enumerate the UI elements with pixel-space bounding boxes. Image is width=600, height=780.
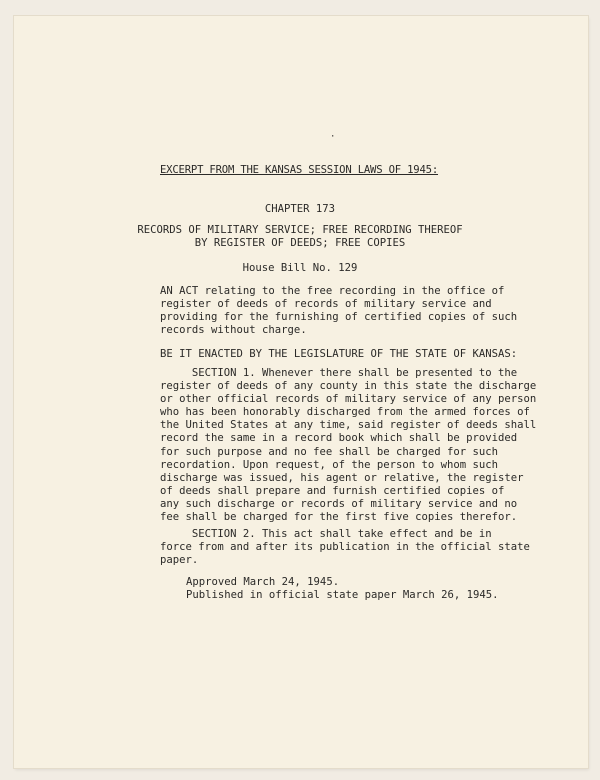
stray-mark: · [330,132,336,142]
approval-block [186,576,499,602]
bill-number: House Bill No. 129 [242,262,358,274]
approved-date: Approved March 24, 1945. [186,576,340,588]
section-1-text: SECTION 1. Whenever there shall be presented to the register of deeds of any county in this state the discharge or other official records of military service of any person who has been honorably discharged from the armed forces of the United States at any time, said register of deeds shall record the same in a record book which shall be provided for such purpose and no fee shall be charged for such recordation. Upon request, of the person to whom such discharge was issued, his agent or relative, the register of deeds shall prepare and furnish certified copies of any such discharge or records of military service and no fee shall be charged for the first five copies therefor. [160,367,537,524]
published-date: Published in official state paper March 26, 1945. [186,589,499,601]
chapter-subtitle-line2: BY REGISTER OF DEEDS; FREE COPIES [194,237,406,249]
act-description: AN ACT relating to the free recording in the office of register of deeds of records of military service and providing for the furnishing of certified copies of such records without charge. [160,285,518,337]
chapter-subtitle-line1: RECORDS OF MILITARY SERVICE; FREE RECORDING THEREOF [137,224,463,236]
chapter-title: CHAPTER 173 [264,203,336,215]
enacting-clause: BE IT ENACTED BY THE LEGISLATURE OF THE STATE OF KANSAS: [160,348,518,360]
excerpt-heading: EXCERPT FROM THE KANSAS SESSION LAWS OF 1945: [160,164,439,176]
section-2-text: SECTION 2. This act shall take effect and be in force from and after its publication in the official state paper. [160,528,530,567]
